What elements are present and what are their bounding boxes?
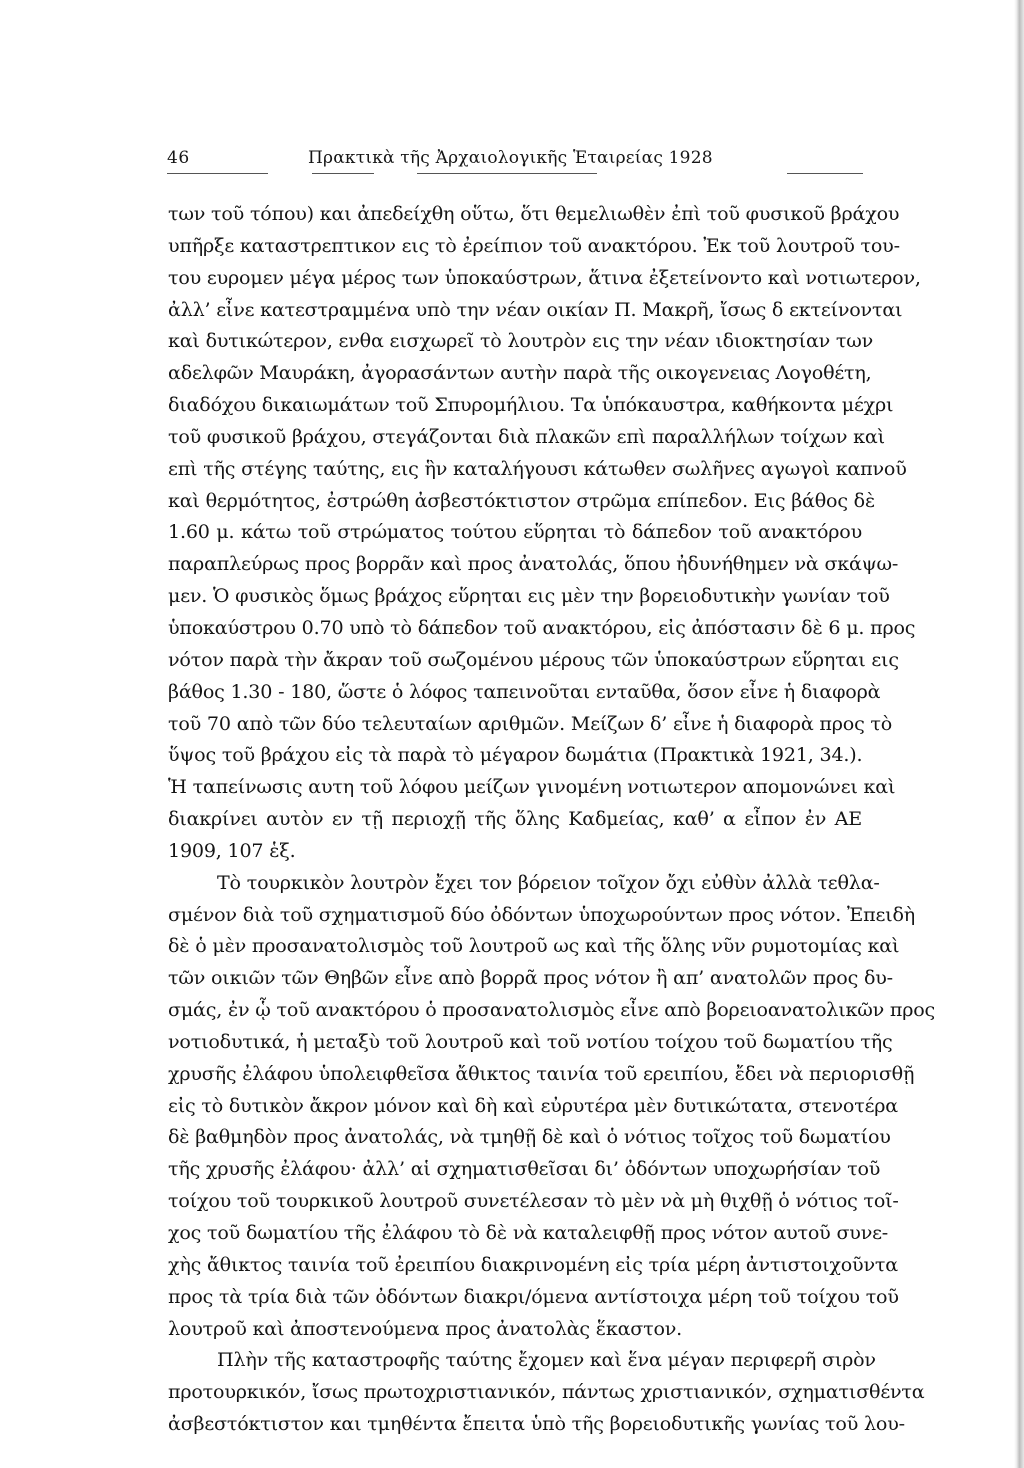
header-rule [167,173,268,174]
text-line: τοῦ 70 απὸ τῶν δύο τελευταίων αριθμῶν. Μείζων δ’ εἶνε ἡ διαφορὰ προς τὸ [168,711,893,735]
main-text [168,198,936,1440]
text-line: μεν. Ὁ φυσικὸς ὅμως βράχος εὕρηται εις μὲν την βορειοδυτικὴν γωνίαν τοῦ [168,584,890,608]
text-line: καὶ θερμότητος, ἐστρώθη ἀσβεστόκτιστον στρῶμα επίπεδον. Εις βάθος δὲ [168,488,876,512]
text-line: των τοῦ τόπου) και ἀπεδείχθη οὕτω, ὅτι θεμελιωθὲν ἐπὶ τοῦ φυσικοῦ βράχου [168,202,900,225]
header-rule [417,173,597,174]
text-line: σμάς, ἐν ᾧ τοῦ ανακτόρου ὁ προσανατολισμὸς εἶνε απὸ βορειοανατολικῶν προς [168,998,936,1022]
scan-edge-shadow [1014,0,1024,1468]
header-rule [787,173,863,174]
text-line: διακρίνει αυτὸν εν τῇ περιοχῇ τῆς ὅλης Καδμείας, καθ’ α εἶπον ἐν ΑΕ [168,807,862,831]
text-line: χος τοῦ δωματίου τῆς ἐλάφου τὸ δὲ νὰ καταλειφθῇ προς νότον αυτοῦ συνε- [168,1221,889,1244]
text-line: βάθος 1.30 - 180, ὥστε ὁ λόφος ταπεινοῦται ενταῦθα, ὅσον εἶνε ἡ διαφορὰ [168,679,881,703]
text-line: τῶν οικιῶν τῶν Θηβῶν εἶνε απὸ βορρᾶ προς νότον ἢ απ’ ανατολῶν προς δυ- [168,966,893,990]
text-line: επὶ τῆς στέγης ταύτης, εις ἣν καταλήγουσι κάτωθεν σωλῆνες αγωγοὶ καπνοῦ [168,456,907,480]
text-line: 1.60 μ. κάτω τοῦ στρώματος τούτου εὕρηται τὸ δάπεδον τοῦ ανακτόρου [168,520,862,544]
text-line: ἀσβεστόκτιστον και τμηθέντα ἔπειτα ὑπὸ τῆς βορειοδυτικῆς γωνίας τοῦ λου- [168,1412,905,1436]
text-line: παραπλεύρως προς βορρᾶν καὶ προς ἀνατολάς, ὅπου ἠδυνήθημεν νὰ σκάψω- [168,552,899,576]
text-line: Ἡ ταπείνωσις αυτη τοῦ λόφου μείζων γινομένη νοτιωτερον απομονώνει καὶ [168,775,896,799]
running-title: Πρακτικὰ τῆς Ἀρχαιολογικῆς Ἑταιρείας 1928 [308,148,713,168]
text-line: νότον παρὰ τὴν ἄκραν τοῦ σωζομένου μέρους τῶν ὑποκαύστρων εὕρηται εις [168,647,899,671]
page-number: 46 [167,148,190,168]
text-line: προτουρκικόν, ἴσως πρωτοχριστιανικόν, πάντως χριστιανικόν, σχηματισθέντα [168,1380,925,1404]
text-line: Πλὴν τῆς καταστροφῆς ταύτης ἔχομεν καὶ ἕνα μέγαν περιφερῆ σιρὸν [217,1348,876,1372]
text-line: διαδόχου δικαιωμάτων τοῦ Σπυρομήλιου. Τα ὑπόκαυστρα, καθήκοντα μέχρι [168,393,894,417]
text-line: χὴς ἄθικτος ταινία τοῦ ἐρειπίου διακρινομένη εἰς τρία μέρη ἀντιστοιχοῦντα [168,1252,898,1276]
text-line: του ευρομεν μέγα μέρος των ὑποκαύστρων, ἅτινα ἐξετείνοντο καὶ νοτιωτερον, [168,265,921,289]
text-line: υπῆρξε καταστρεπτικον εις τὸ ἐρείπιον τοῦ ανακτόρου. Ἐκ τοῦ λουτροῦ του- [168,233,900,257]
text-line: ὑποκαύστρου 0.70 υπὸ τὸ δάπεδον τοῦ ανακτόρου, εἰς ἀπόστασιν δὲ 6 μ. προς [168,615,916,639]
text-line: λουτροῦ καὶ ἀποστενούμενα προς ἀνατολὰς ἕκαστον. [168,1316,683,1340]
text-line: σμένον διὰ τοῦ σχηματισμοῦ δύο ὀδόντων ὑποχωρούντων προς νότον. Ἐπειδὴ [168,902,915,926]
text-line: ὕψος τοῦ βράχου εἰς τὰ παρὰ τὸ μέγαρον δωμάτια (Πρακτικὰ 1921, 34.). [168,743,863,767]
running-head [167,148,863,178]
text-line: νοτιοδυτικά, ἡ μεταξὺ τοῦ λουτροῦ καὶ τοῦ νοτίου τοίχου τοῦ δωματίου τῆς [168,1029,893,1053]
text-line: εἰς τὸ δυτικὸν ἄκρον μόνον καὶ δὴ καὶ εὐρυτέρα μὲν δυτικώτατα, στενοτέρα [168,1093,898,1117]
text-line: τῆς χρυσῆς ἐλάφου· ἀλλ’ αἱ σχηματισθεῖσαι δι’ ὀδόντων υποχωρήσίαν τοῦ [168,1157,881,1181]
text-line: δὲ ὁ μὲν προσανατολισμὸς τοῦ λουτροῦ ως καὶ τῆς ὅλης νῦν ρυμοτομίας καὶ [168,934,900,958]
text-line: χρυσῆς ἐλάφου ὑπολειφθεῖσα ἄθικτος ταινία τοῦ ερειπίου, ἔδει νὰ περιορισθῇ [168,1061,915,1085]
text-line: Τὸ τουρκικὸν λουτρὸν ἔχει τον βόρειον τοῖχον ὄχι εὐθὺν ἀλλὰ τεθλα- [217,870,880,894]
text-line: τοῦ φυσικοῦ βράχου, στεγάζονται διὰ πλακῶν επὶ παραλλήλων τοίχων καὶ [168,424,885,448]
header-rule [312,173,374,174]
text-line: τοίχου τοῦ τουρκικοῦ λουτροῦ συνετέλεσαν τὸ μὲν νὰ μὴ θιχθῇ ὁ νότιος τοῖ- [168,1189,899,1213]
text-line: προς τὰ τρία διὰ τῶν ὀδόντων διακρι/όμενα αντίστοιχα μέρη τοῦ τοίχου τοῦ [168,1284,899,1308]
text-line: 1909, 107 ἑξ. [168,838,296,862]
text-line: αδελφῶν Μαυράκη, ἀγορασάντων αυτὴν παρὰ τῆς οικογενειας Λογοθέτη, [168,361,872,385]
text-line: καὶ δυτικώτερον, ενθα εισχωρεῖ τὸ λουτρὸν εις την νέαν ιδιοκτησίαν των [168,329,874,353]
text-line: ἀλλ’ εἶνε κατεστραμμένα υπὸ την νέαν οικίαν Π. Μακρῆ, ἴσως δ εκτείνονται [168,297,903,321]
text-line: δὲ βαθμηδὸν προς ἀνατολάς, νὰ τμηθῇ δὲ καὶ ὁ νότιος τοῖχος τοῦ δωματίου [168,1125,891,1149]
